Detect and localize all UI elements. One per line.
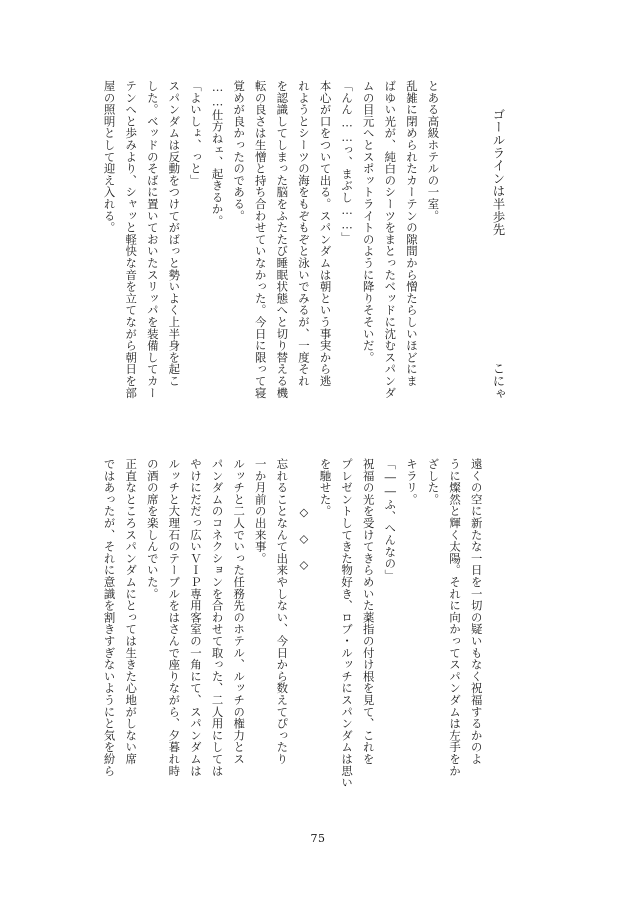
upper-text-block: [98, 80, 444, 420]
text-line: とある高級ホテルの一室。: [426, 80, 441, 222]
lower-text-block: [98, 458, 487, 798]
text-line: スパンダムは反動をつけてがばっと勢いよく上半身を起こ: [167, 80, 182, 387]
text-line: うに燦然と輝く太陽。それに向かってスパンダムは左手をか: [448, 458, 463, 777]
text-line: 一か月前の出来事。: [253, 458, 268, 565]
text-line: の酒の席を楽しんでいた。: [145, 458, 160, 600]
text-line: れようとシーツの海をもぞもぞと泳いでみるが、一度それ: [296, 80, 311, 387]
text-line: ばゆい光が、純白のシーツをまとったベッドに沈むスパンダ: [383, 80, 398, 399]
text-line: 「んん……っ、まぶし……」: [340, 80, 355, 244]
text-line: ムの目元へとスポットライトのように降りそそいだ。: [361, 80, 376, 364]
text-line: プレゼントしてきた物好き、ロブ・ルッチにスパンダムは思い: [340, 458, 355, 789]
text-line: テンへと歩みより、シャッと軽快な音を立てながら朝日を部: [124, 80, 139, 399]
text-line: を認識してしまった脳をふたたび睡眠状態へと切り替える機: [275, 80, 290, 399]
text-line: 屋の照明として迎え入れる。: [102, 80, 117, 234]
text-line: 正直なところスパンダムにとっては生きた心地がしない席: [124, 458, 139, 765]
text-line: ざした。: [426, 458, 441, 506]
text-line: を馳せた。: [318, 458, 333, 517]
story-title-text: ゴールラインは半歩先: [491, 108, 506, 236]
text-line: 忘れることなんて出来やしない、今日から数えてぴったり: [275, 458, 290, 765]
text-line: 本心が口をついて出る。スパンダムは朝という事実から逃: [318, 80, 333, 387]
text-line: 覚めが良かったのである。: [232, 80, 247, 222]
text-line: ではあったが、それに意識を割きすぎないようにと気を紛ら: [102, 458, 117, 777]
author-name-text: こにゃ: [491, 362, 506, 401]
story-title: [487, 108, 509, 328]
text-line: した。ベッドのそばに置いておいたスリッパを装備してカー: [145, 80, 160, 399]
text-line: 転の良さは生憎と持ち合わせていなかった。今日に限って寝: [253, 80, 268, 399]
text-line: 「よいしょ、っと」: [188, 80, 203, 187]
text-line: ルッチと二人でいった任務先のホテル、ルッチの権力とス: [232, 458, 247, 765]
page-number: 75: [310, 832, 326, 845]
text-line: ……仕方ねェ、起きるか。: [210, 80, 225, 227]
text-line: 祝福の光を受けてきらめいた薬指の付け根を見て、これを: [361, 458, 376, 765]
text-line: ルッチと大理石のテーブルをはさんで座りながら、夕暮れ時: [167, 458, 182, 777]
author-name: [487, 362, 509, 422]
scene-break-marker: ◇ ◇ ◇: [296, 458, 311, 572]
text-line: 乱雑に閉められたカーテンの隙間から憎たらしいほどにま: [404, 80, 419, 387]
text-line: パンダムのコネクションを合わせて取った、二人用にしては: [210, 458, 225, 777]
text-line: キラリ。: [404, 458, 419, 506]
text-line: 遠くの空に新たな一日を一切の疑いもなく祝福するかのよ: [469, 458, 484, 765]
text-line: やけにだだっ広いＶＩＰ専用客室の一角にて、スパンダムは: [188, 458, 203, 777]
text-line: 「――ふ、へんなの」: [383, 458, 398, 582]
